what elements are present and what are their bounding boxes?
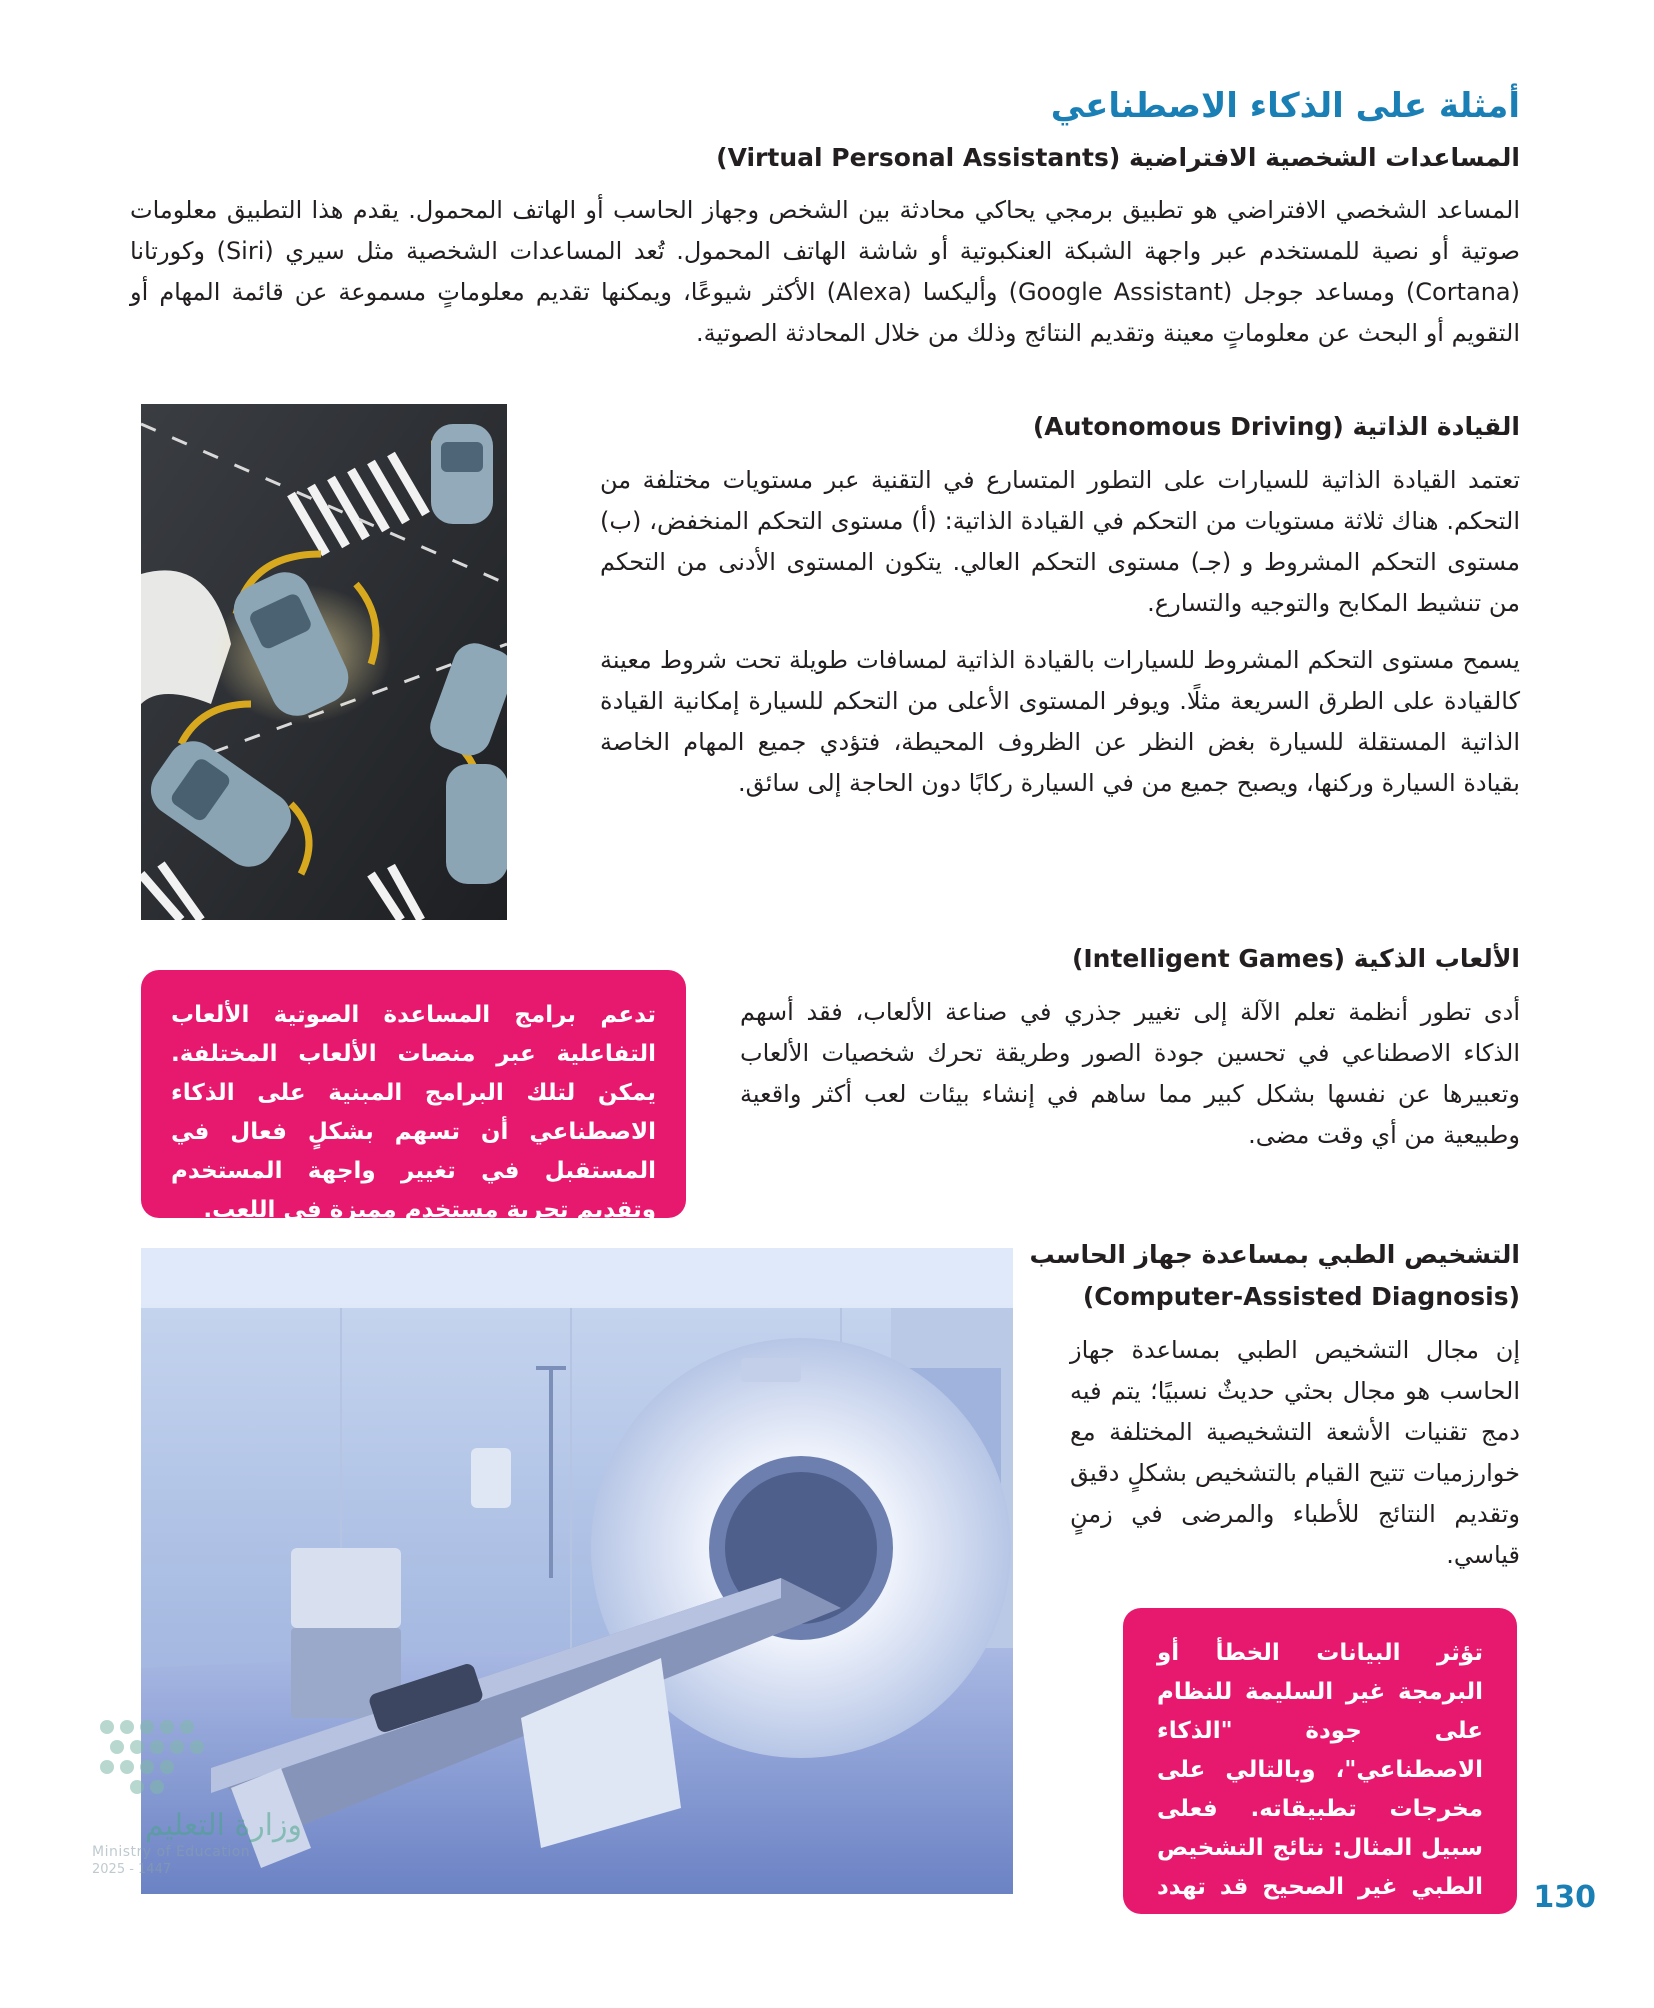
ministry-year: 2025 - 1447 [92, 1862, 172, 1877]
assistants-heading: المساعدات الشخصية الافتراضية (Virtual Personal Assistants) [716, 143, 1520, 172]
games-heading: الألعاب الذكية (Intelligent Games) [1071, 944, 1520, 973]
diagnosis-callout: تؤثر البيانات الخطأ أو البرمجة غير السليمة للنظام على جودة "الذكاء الاصطناعي"، وبالتالي على مخرجات تطبيقاته. فعلى سبيل المثال: نتائج التشخيص الطبي غير الصحيح قد تهدد حياة المريض. [1123, 1608, 1517, 1914]
driving-paragraph-2: يسمح مستوى التحكم المشروط للسيارات بالقيادة الذاتية لمسافات طويلة تحت شروط معينة كالقيادة على الطرق السريعة مثلًا. ويوفر المستوى الأعلى من التحكم للسيارة إمكانية القيادة الذاتية المستقلة للسيارة بغض النظر عن الظروف المحيطة، فتؤدي جميع المهام الخاصة بقيادة السيارة وركنها، ويصبح جميع من في السيارة ركابًا دون الحاجة إلى سائق. [600, 646, 1520, 797]
diagnosis-heading-ar: التشخيص الطبي بمساعدة جهاز الحاسب [1029, 1240, 1520, 1269]
page-title: أمثلة على الذكاء الاصطناعي [1050, 86, 1520, 126]
assistants-paragraph: المساعد الشخصي الافتراضي هو تطبيق برمجي يحاكي محادثة بين الشخص وجهاز الحاسب أو الهاتف المحمول. يقدم هذا التطبيق معلومات صوتية أو نصية للمستخدم عبر واجهة الشبكة العنكبوتية أو شاشة الهاتف المحمول. تُعد المساعدات الشخصية مثل سيري (Siri) وكورتانا (Cortana) ومساعد جوجل (Google Assistant) وأليكسا (Alexa) الأكثر شيوعًا، ويمكنها تقديم معلوماتٍ مسموعة عن قائمة المهام أو التقويم أو البحث عن معلوماتٍ معينة وتقديم النتائج وذلك من خلال المحادثة الصوتية. [130, 196, 1521, 347]
driving-paragraph-1: تعتمد القيادة الذاتية للسيارات على التطور المتسارع في التقنية عبر مستويات مختلفة من التحكم. هناك ثلاثة مستويات من التحكم في القيادة الذاتية: (أ) مستوى التحكم المنخفض، (ب) مستوى التحكم المشروط و (جـ) مستوى التحكم العالي. يتكون المستوى الأدنى من التحكم من تنشيط المكابح والتوجيه والتسارع. [600, 466, 1520, 617]
page-number: 130 [1533, 1880, 1596, 1915]
diagnosis-heading-en: (Computer-Assisted Diagnosis) [1082, 1282, 1520, 1311]
diagnosis-paragraph: إن مجال التشخيص الطبي بمساعدة جهاز الحاسب هو مجال بحثي حديثٌ نسبيًا؛ يتم فيه دمج تقنيات الأشعة التشخيصية المختلفة مع خوارزميات تتيح القيام بالتشخيص بشكلٍ دقيق وتقديم النتائج للأطباء والمرضى في زمنٍ قياسي. [1070, 1336, 1520, 1569]
games-paragraph: أدى تطور أنظمة تعلم الآلة إلى تغيير جذري في صناعة الألعاب، فقد أسهم الذكاء الاصطناعي في تحسين جودة الصور وطريقة تحرك شخصيات الألعاب وتعبيرها عن نفسها بشكل كبير مما ساهم في إنشاء بيئات لعب أكثر واقعية وطبيعية من أي وقت مضى. [740, 998, 1520, 1149]
ministry-name-en: Ministry of Education [92, 1844, 251, 1860]
ministry-name-ar: وزارة التعليم [144, 1808, 302, 1843]
ministry-watermark [92, 1712, 332, 1877]
games-callout: تدعم برامج المساعدة الصوتية الألعاب التفاعلية عبر منصات الألعاب المختلفة. يمكن لتلك البرامج المبنية على الذكاء الاصطناعي أن تسهم بشكلٍ فعال في المستقبل في تغيير واجهة المستخدم وتقديم تجربة مستخدم مميزة في اللعب. [141, 970, 686, 1218]
autonomous-driving-image [141, 404, 507, 920]
driving-heading: القيادة الذاتية (Autonomous Driving) [1032, 412, 1520, 441]
ministry-logo-icon [92, 1712, 332, 1802]
